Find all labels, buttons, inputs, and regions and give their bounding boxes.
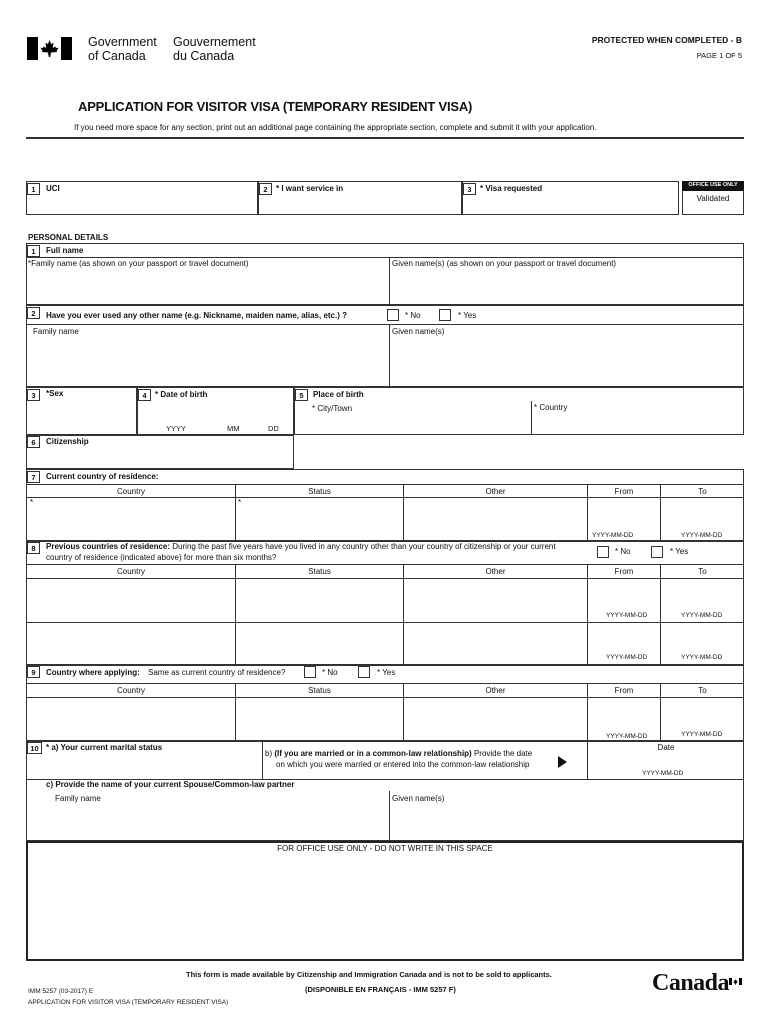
applying-question: Same as current country of residence?	[148, 668, 286, 677]
col-status: Status	[308, 567, 331, 576]
footer-notice: This form is made available by Citizenship and Immigration Canada and is not to be sold to applicants.	[186, 970, 552, 979]
current-country-input[interactable]	[27, 498, 235, 540]
other-name-yes-label: * Yes	[458, 311, 477, 320]
spouse-family-name-label: Family name	[55, 794, 101, 803]
col-to: To	[698, 686, 707, 695]
gov-en-line2: of Canada	[88, 49, 146, 63]
section-number: 9	[27, 666, 40, 678]
required-star: *	[30, 498, 34, 507]
applying-no-checkbox[interactable]	[304, 666, 316, 678]
section-number: 7	[27, 471, 40, 483]
birth-country-label: * Country	[534, 403, 568, 412]
current-residence-title: Current country of residence:	[46, 472, 159, 481]
dob-yyyy: YYYY	[166, 424, 187, 433]
marital-status-input[interactable]	[27, 755, 262, 778]
spouse-name-label: c) Provide the name of your current Spouse/Common-law partner	[46, 780, 295, 789]
personal-details-heading: PERSONAL DETAILS	[28, 233, 109, 242]
visa-requested-label: * Visa requested	[480, 184, 543, 193]
canada-flag-icon	[27, 37, 72, 60]
section-number: 10	[27, 742, 42, 754]
col-country: Country	[116, 686, 145, 695]
col-from: From	[614, 567, 634, 576]
family-name-label: *Family name (as shown on your passport or travel document)	[28, 259, 249, 268]
marriage-date-label: Date	[657, 743, 675, 752]
col-from: From	[614, 487, 634, 496]
col-to: To	[698, 567, 707, 576]
page-number: PAGE 1 OF 5	[696, 51, 742, 60]
form-title: APPLICATION FOR VISITOR VISA (TEMPORARY RESIDENT VISA)	[78, 99, 473, 114]
col-country: Country	[116, 487, 145, 496]
uci-field[interactable]	[26, 181, 258, 215]
date-format-hint: YYYY-MM-DD	[681, 731, 723, 738]
col-other: Other	[485, 567, 506, 576]
date-format-hint: YYYY-MM-DD	[606, 654, 648, 661]
date-format-hint: YYYY-MM-DD	[681, 654, 723, 661]
previous-no-label: * No	[615, 547, 631, 556]
previous-residence-question-2: country of residence (indicated above) for more than six months?	[46, 553, 277, 562]
col-from: From	[614, 686, 634, 695]
applying-yes-checkbox[interactable]	[358, 666, 370, 678]
gov-fr-line2: du Canada	[173, 49, 235, 63]
applying-no-label: * No	[322, 668, 338, 677]
validated-label: Validated	[696, 194, 730, 203]
current-other-input[interactable]	[404, 498, 587, 540]
other-name-question: Have you ever used any other name (e.g. Nickname, maiden name, alias, etc.) ?	[46, 311, 348, 320]
section-number: 4	[138, 389, 151, 401]
spouse-given-names-label: Given name(s)	[392, 794, 445, 803]
form-subtitle: If you need more space for any section, print out an additional page containing the appropriate section, complete and submit it with your application.	[74, 123, 597, 132]
other-name-no-label: * No	[405, 311, 421, 320]
uci-label: UCI	[46, 184, 60, 193]
section-number: 6	[27, 436, 40, 448]
date-format-hint: YYYY-MM-DD	[592, 532, 634, 539]
col-country: Country	[116, 567, 145, 576]
dob-mm: MM	[227, 424, 240, 433]
full-name-label: Full name	[46, 246, 84, 255]
canada-wordmark: Canada	[652, 970, 730, 996]
section-number: 3	[27, 389, 40, 401]
other-name-yes-checkbox[interactable]	[439, 309, 451, 321]
service-label: * I want service in	[276, 184, 344, 193]
previous-residence-question: Previous countries of residence: During the past five years have you lived in any country other than your country of citizenship or your current	[46, 542, 556, 551]
other-family-name-input[interactable]	[27, 325, 389, 386]
section-number: 2	[259, 183, 272, 195]
protected-label: PROTECTED WHEN COMPLETED - B	[591, 35, 742, 45]
previous-no-checkbox[interactable]	[597, 546, 609, 558]
gov-en-line1: Government	[88, 35, 157, 49]
other-name-no-checkbox[interactable]	[387, 309, 399, 321]
other-family-name-label: Family name	[33, 327, 79, 336]
col-other: Other	[485, 487, 506, 496]
marriage-date-question-2: on which you were married or entered into the common-law relationship	[276, 760, 530, 769]
play-arrow-icon	[558, 756, 567, 768]
given-names-label: Given name(s) (as shown on your passport or travel document)	[392, 259, 617, 268]
marriage-date-question: b) (If you are married or in a common-law relationship) Provide the date	[265, 749, 533, 758]
form-code: IMM 5257 (03-2017) E	[28, 988, 94, 995]
date-format-hint: YYYY-MM-DD	[681, 612, 723, 619]
pob-label: Place of birth	[313, 390, 364, 399]
gov-fr-line1: Gouvernement	[173, 35, 256, 49]
col-to: To	[698, 487, 707, 496]
dob-dd: DD	[268, 424, 279, 433]
section-number: 3	[463, 183, 476, 195]
city-label: * City/Town	[312, 404, 353, 413]
section-number: 5	[295, 389, 308, 401]
office-use-area	[26, 841, 744, 961]
date-format-hint: YYYY-MM-DD	[606, 612, 648, 619]
section-number: 1	[27, 183, 40, 195]
sex-label: *Sex	[46, 389, 64, 398]
col-other: Other	[485, 686, 506, 695]
current-status-input[interactable]	[236, 498, 403, 540]
citizenship-label: Citizenship	[46, 437, 89, 446]
date-format-hint: YYYY-MM-DD	[642, 770, 684, 777]
wordmark-flag-icon	[729, 972, 742, 979]
section-number: 8	[27, 542, 40, 554]
form-name: APPLICATION FOR VISITOR VISA (TEMPORARY RESIDENT VISA)	[28, 999, 229, 1006]
office-use-area-label: FOR OFFICE USE ONLY - DO NOT WRITE IN THIS SPACE	[277, 844, 493, 853]
other-given-names-label: Given name(s)	[392, 327, 445, 336]
col-status: Status	[308, 487, 331, 496]
footer-french: (DISPONIBLE EN FRANÇAIS - IMM 5257 F)	[305, 985, 456, 994]
office-use-label: OFFICE USE ONLY	[688, 182, 738, 188]
previous-yes-checkbox[interactable]	[651, 546, 663, 558]
sex-field[interactable]	[26, 387, 137, 435]
col-status: Status	[308, 686, 331, 695]
dob-label: * Date of birth	[155, 390, 208, 399]
applying-title: Country where applying:	[46, 668, 140, 677]
marital-status-label: * a) Your current marital status	[46, 743, 163, 752]
date-format-hint: YYYY-MM-DD	[681, 532, 723, 539]
applying-yes-label: * Yes	[377, 668, 396, 677]
section-number: 2	[27, 307, 40, 319]
section-number: 1	[27, 245, 40, 257]
previous-yes-label: * Yes	[670, 547, 689, 556]
required-star: *	[238, 498, 242, 507]
date-format-hint: YYYY-MM-DD	[606, 733, 648, 740]
